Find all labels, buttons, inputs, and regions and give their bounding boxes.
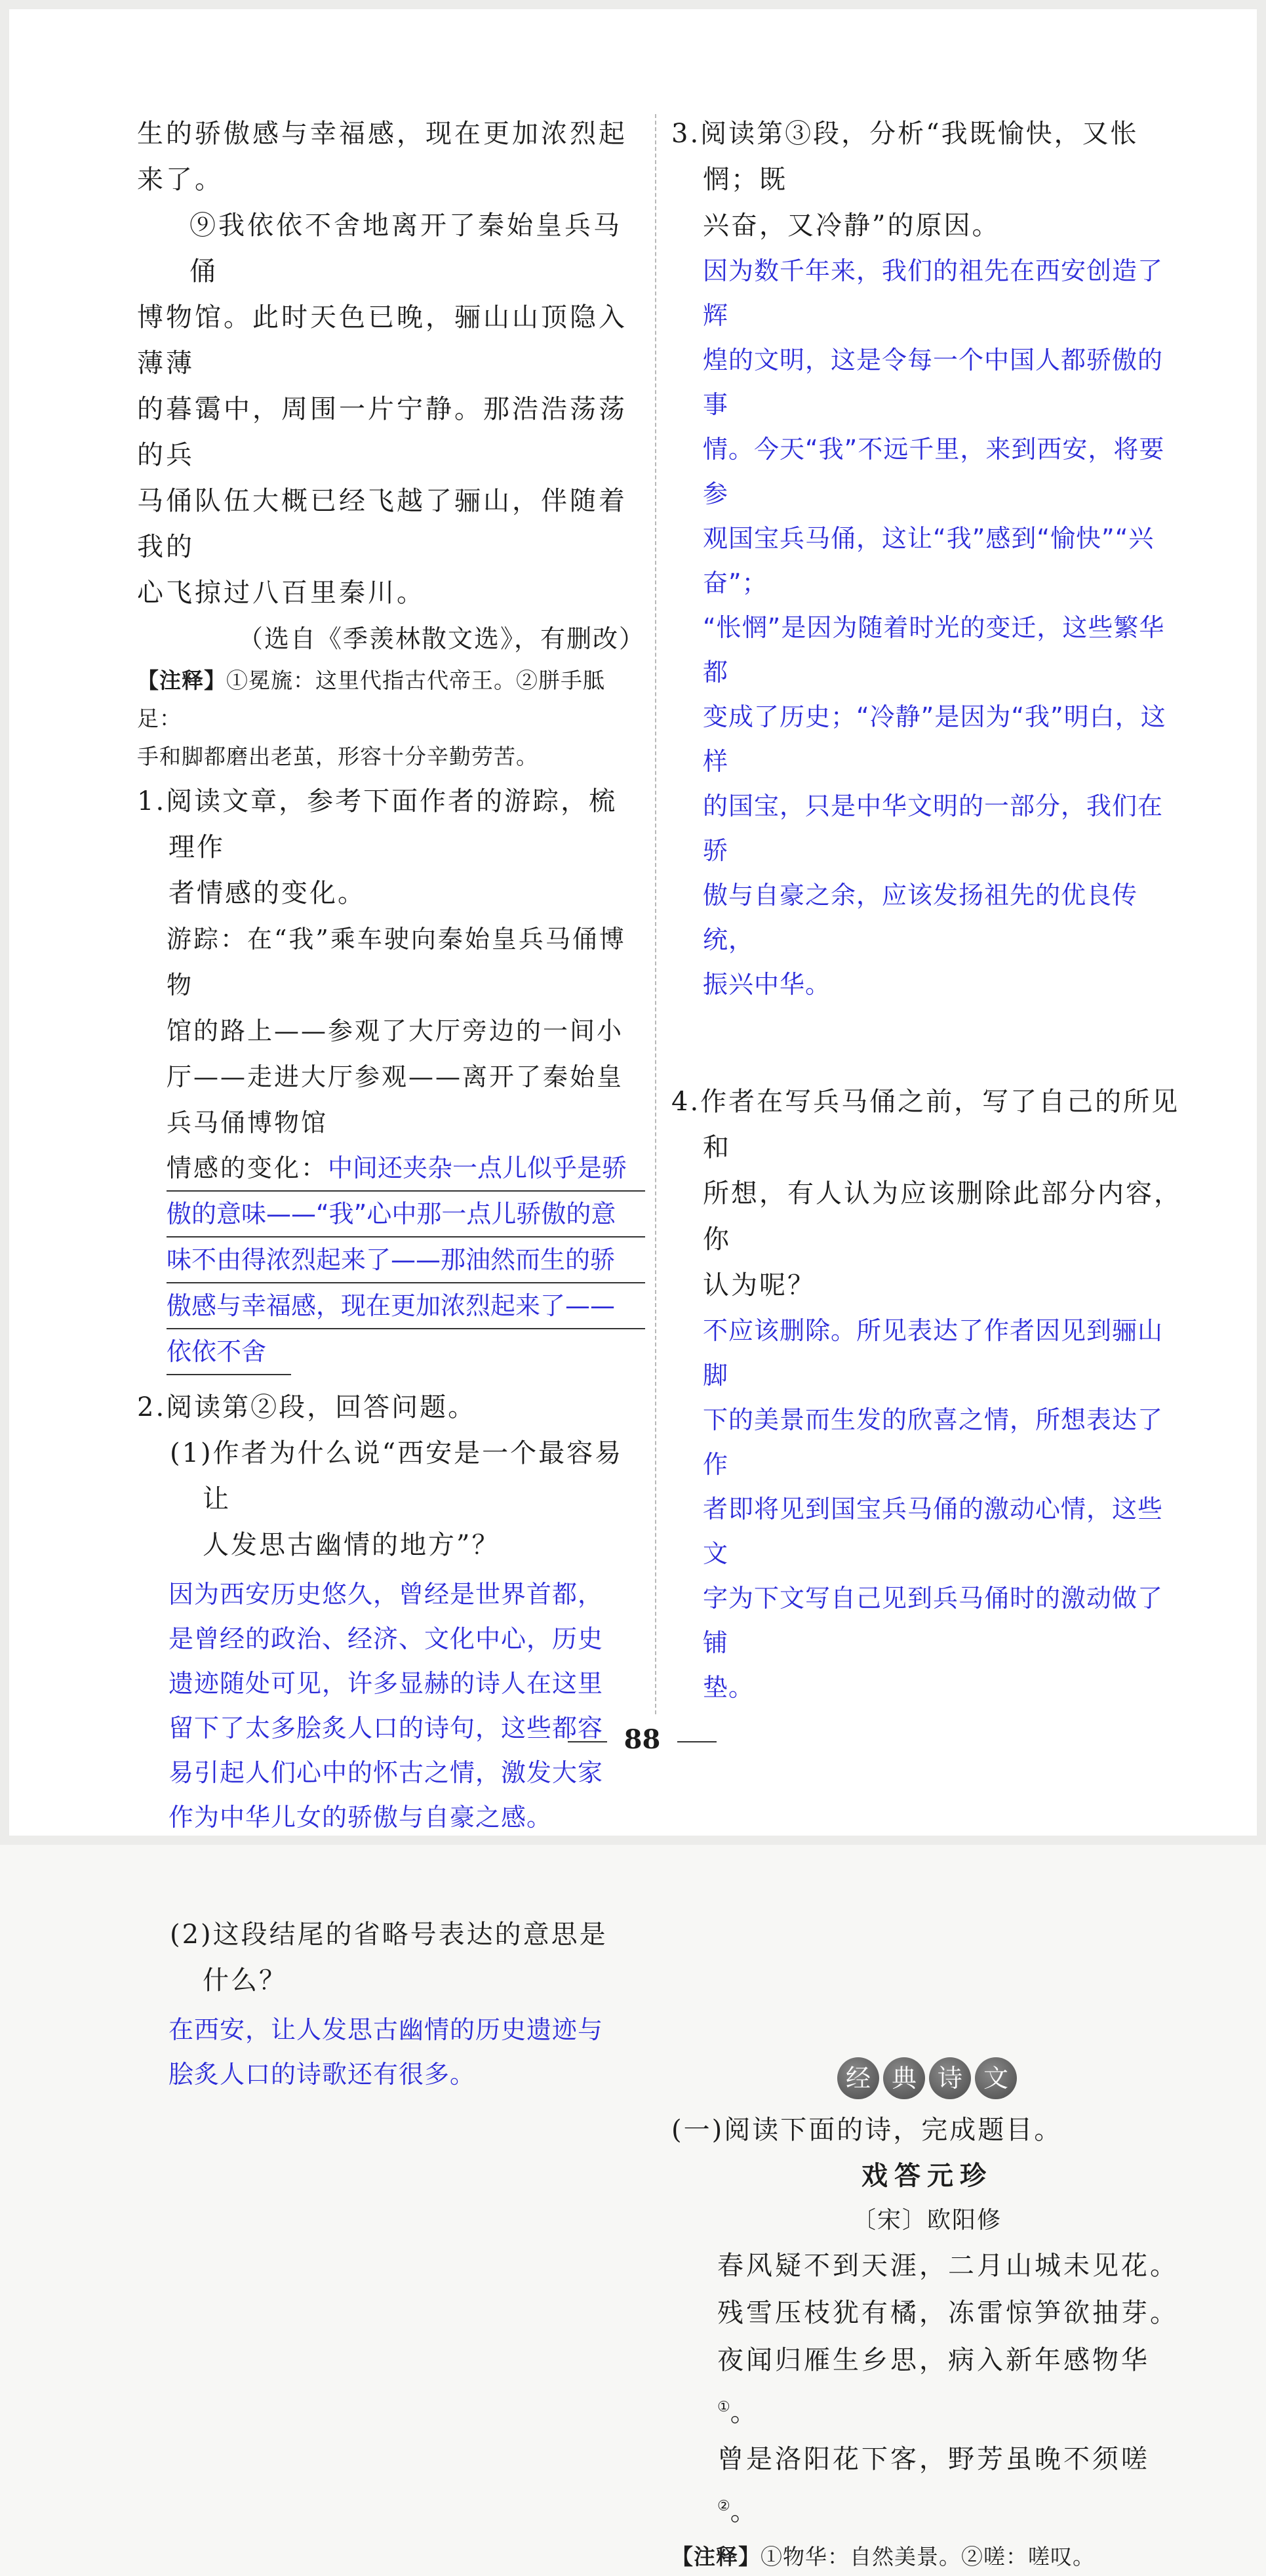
poem-title: 戏答元珍 [861,2160,993,2191]
answer-text: 振兴中华。 [703,970,831,999]
answer-text: 是曾经的政治、经济、文化中心，历史 [168,1624,604,1653]
paragraph-9 [137,203,645,616]
text-line: 生的骄傲感与幸福感，现在更加浓烈起 [137,119,627,149]
question-text: 2.阅读第②段，回答问题。 [137,1392,477,1422]
section-banner [671,2057,1183,2099]
question-text: 4.作者在写兵马俑之前，写了自己的所见和 [671,1087,1180,1163]
answer-text: 观国宝兵马俑，这让“我”感到“愉快”“兴奋”； [703,524,1155,597]
banner-char: 文 [975,2057,1017,2099]
banner-char: 典 [883,2057,925,2099]
answer-text: 傲与自豪之余，应该发扬祖先的优良传统， [703,881,1138,954]
subquestion-text: 什么？ [203,1965,287,1996]
answer-text: 者即将见到国宝兵马俑的激动心情，这些文 [703,1495,1164,1568]
answer-text: 不应该删除。所见表达了作者因见到骊山脚 [703,1316,1164,1390]
subquestion-text: 人发思古幽情的地方”？ [203,1530,500,1560]
answer-text: 傲的意味——“我”心中那一点儿骄傲的意 [167,1192,645,1238]
answer-text: 因为西安历史悠久，曾经是世界首都， [168,1580,604,1609]
section-instruction: (一)阅读下面的诗，完成题目。 [671,2115,1063,2145]
text-line: 马俑队伍大概已经飞越了骊山，伴随着我的 [137,486,627,562]
answer-text: 作为中华儿女的骄傲与自豪之感。 [168,1803,553,1832]
answer-text: 字为下文写自己见到兵马俑时的激动做了铺 [703,1584,1164,1657]
question-text: 所想，有人认为应该删除此部分内容，你 [703,1178,1182,1255]
note-tag: 【注释】 [137,668,226,693]
question-text: 1.阅读文章，参考下面作者的游踪，梳理作 [137,786,618,862]
answer-text: 脍炙人口的诗歌还有很多。 [168,2060,476,2089]
question-1 [137,778,645,1375]
answer-text: 垫。 [703,1673,755,1702]
note-tag: 【注释】 [671,2543,761,2569]
trace-text: 兵马俑博物馆 [167,1108,328,1137]
annotation-note [137,662,645,776]
feelings-label: 情感的变化： [167,1154,328,1182]
answer-text: 留下了太多脍炙人口的诗句，这些都容 [168,1714,604,1742]
answer-text: “怅惘”是因为随着时光的变迁，这些繁华都 [703,613,1165,687]
question-text: 3.阅读第③段，分析“我既愉快，又怅惘；既 [671,119,1139,195]
answer-text: 傲感与幸福感，现在更加浓烈起来了—— [167,1283,645,1329]
answer-block [671,249,1183,1007]
note-text: 手和脚都磨出老茧，形容十分辛勤劳苦。 [137,744,538,769]
answer-text: 依依不舍 [167,1329,291,1375]
trace-text: 厅——走进大厅参观——离开了秦始皇 [167,1062,624,1091]
answer-block [671,1308,1183,1710]
right-column [671,111,1183,2576]
trace-text: 馆的路上——参观了大厅旁边的一间小 [167,1016,624,1045]
answer-text: 变成了历史；“冷静”是因为“我”明白，这样 [703,702,1166,776]
trace-text: 游踪：在“我”乘车驶向秦始皇兵马俑博物 [167,925,626,999]
text-line: 来了。 [137,165,224,195]
answer-text: 的国宝，只是中华文明的一部分，我们在骄 [703,792,1164,865]
text-line: 心飞掠过八百里秦川。 [137,578,425,608]
answer-text: 遗迹随处可见，许多显赫的诗人在这里 [168,1669,604,1698]
poem-line: 残雪压枝犹有橘，冻雷惊笋欲抽芽。 [717,2298,1179,2328]
banner-char: 经 [837,2057,879,2099]
question-text: 者情感的变化。 [168,878,366,908]
answer-text: 煌的文明，这是令每一个中国人都骄傲的事 [703,346,1164,419]
question-3 [671,111,1183,1007]
column-divider [655,114,656,1714]
text-line: 博物馆。此时天色已晚，骊山山顶隐入薄薄 [137,302,627,378]
page-number: 88 [9,1724,1266,1755]
question-text: 认为呢？ [703,1270,816,1300]
answer-text: 味不由得浓烈起来了——那油然而生的骄 [167,1238,645,1283]
text-line: 的暮霭中，周围一片宁静。那浩浩荡荡的兵 [137,394,627,470]
answer-block [137,2007,645,2097]
banner-char: 诗 [929,2057,971,2099]
poem-line: 曾是洛阳花下客，野芳虽晚不须嗟②。 [717,2444,1150,2527]
question-text: 兴奋，又冷静”的原因。 [703,211,1000,241]
answer-text: 因为数千年来，我们的祖先在西安创造了辉 [703,256,1164,330]
poem-author: 〔宋〕欧阳修 [852,2207,1002,2234]
text-line: ⑨我依依不舍地离开了秦始皇兵马俑 [189,211,622,287]
poem-line: 春风疑不到天涯，二月山城未见花。 [717,2251,1179,2281]
question-4 [671,1079,1183,1710]
poem [671,2242,1183,2535]
left-column [137,111,645,2097]
source-citation: （选自《季羡林散文选》，有删改） [237,624,645,653]
answer-text: 易引起人们心中的怀古之情，激发大家 [168,1758,604,1787]
answer-text: 下的美景而生发的欣喜之情，所想表达了作 [703,1405,1164,1479]
note-text: ①冕旒：这里代指古代帝王。②胼手胝足： [137,668,605,731]
answer-block [137,1572,645,1840]
answer-text: 中间还夹杂一点儿似乎是骄 [328,1154,627,1182]
poem-line: 夜闻归雁生乡思，病入新年感物华①。 [717,2345,1150,2428]
note-text: ①物华：自然美景。②嗟：嗟叹。 [761,2543,1095,2569]
subquestion-text: (2)这段结尾的省略号表达的意思是 [170,1920,608,1950]
poem-note [671,2538,1183,2576]
answer-text: 情。今天“我”不远千里，来到西安，将要参 [703,435,1165,508]
answer-text: 在西安，让人发思古幽情的历史遗迹与 [168,2015,604,2044]
subquestion-text: (1)作者为什么说“西安是一个最容易让 [170,1438,623,1514]
feelings-answer [167,1146,645,1375]
